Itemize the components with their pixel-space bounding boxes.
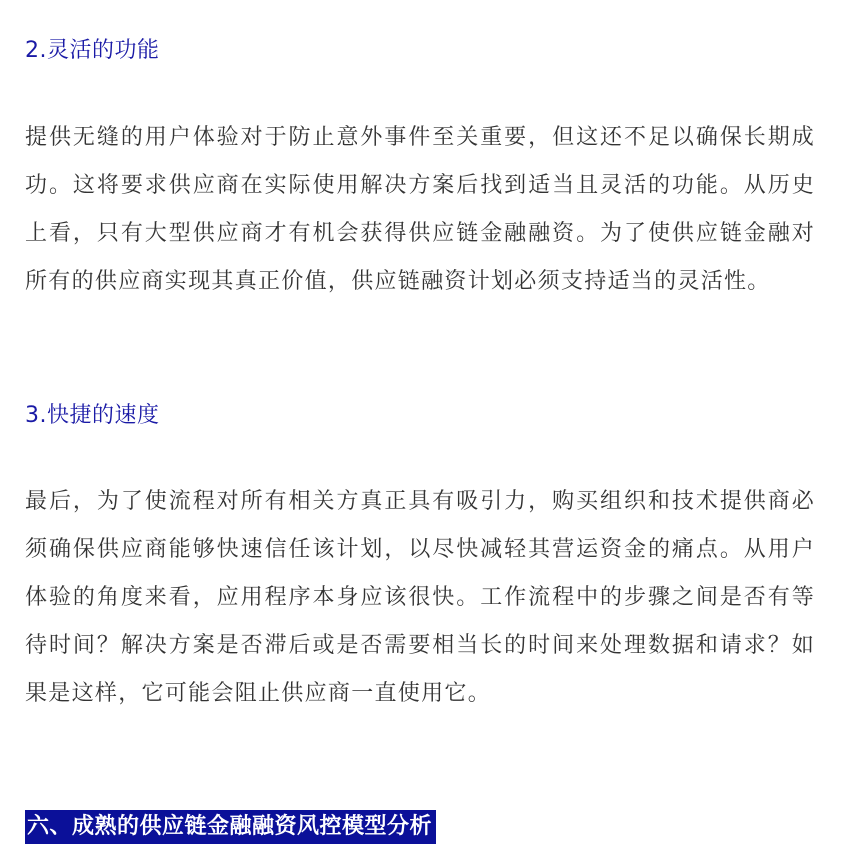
section-banner-title: 六、成熟的供应链金融融资风控模型分析 bbox=[25, 810, 436, 844]
paragraph-fast-speed: 最后，为了使流程对所有相关方真正具有吸引力，购买组织和技术提供商必须确保供应商能够快速信任该计划，以尽快减轻其营运资金的痛点。从用户体验的角度来看，应用程序本身应该很快。工作流程中的步骤之间是否有等待时间？解决方案是否滞后或是否需要相当长的时间来处理数据和请求？如果是这样，它可能会阻止供应商一直使用它。 bbox=[25, 489, 815, 706]
section-heading-flexible-features: 2.灵活的功能 bbox=[25, 38, 160, 63]
section-heading-fast-speed: 3.快捷的速度 bbox=[25, 403, 160, 428]
paragraph-flexible-features: 提供无缝的用户体验对于防止意外事件至关重要，但这还不足以确保长期成功。这将要求供应商在实际使用解决方案后找到适当且灵活的功能。从历史上看，只有大型供应商才有机会获得供应链金融融资。为了使供应链金融对所有的供应商实现其真正价值，供应链融资计划必须支持适当的灵活性。 bbox=[25, 125, 815, 294]
